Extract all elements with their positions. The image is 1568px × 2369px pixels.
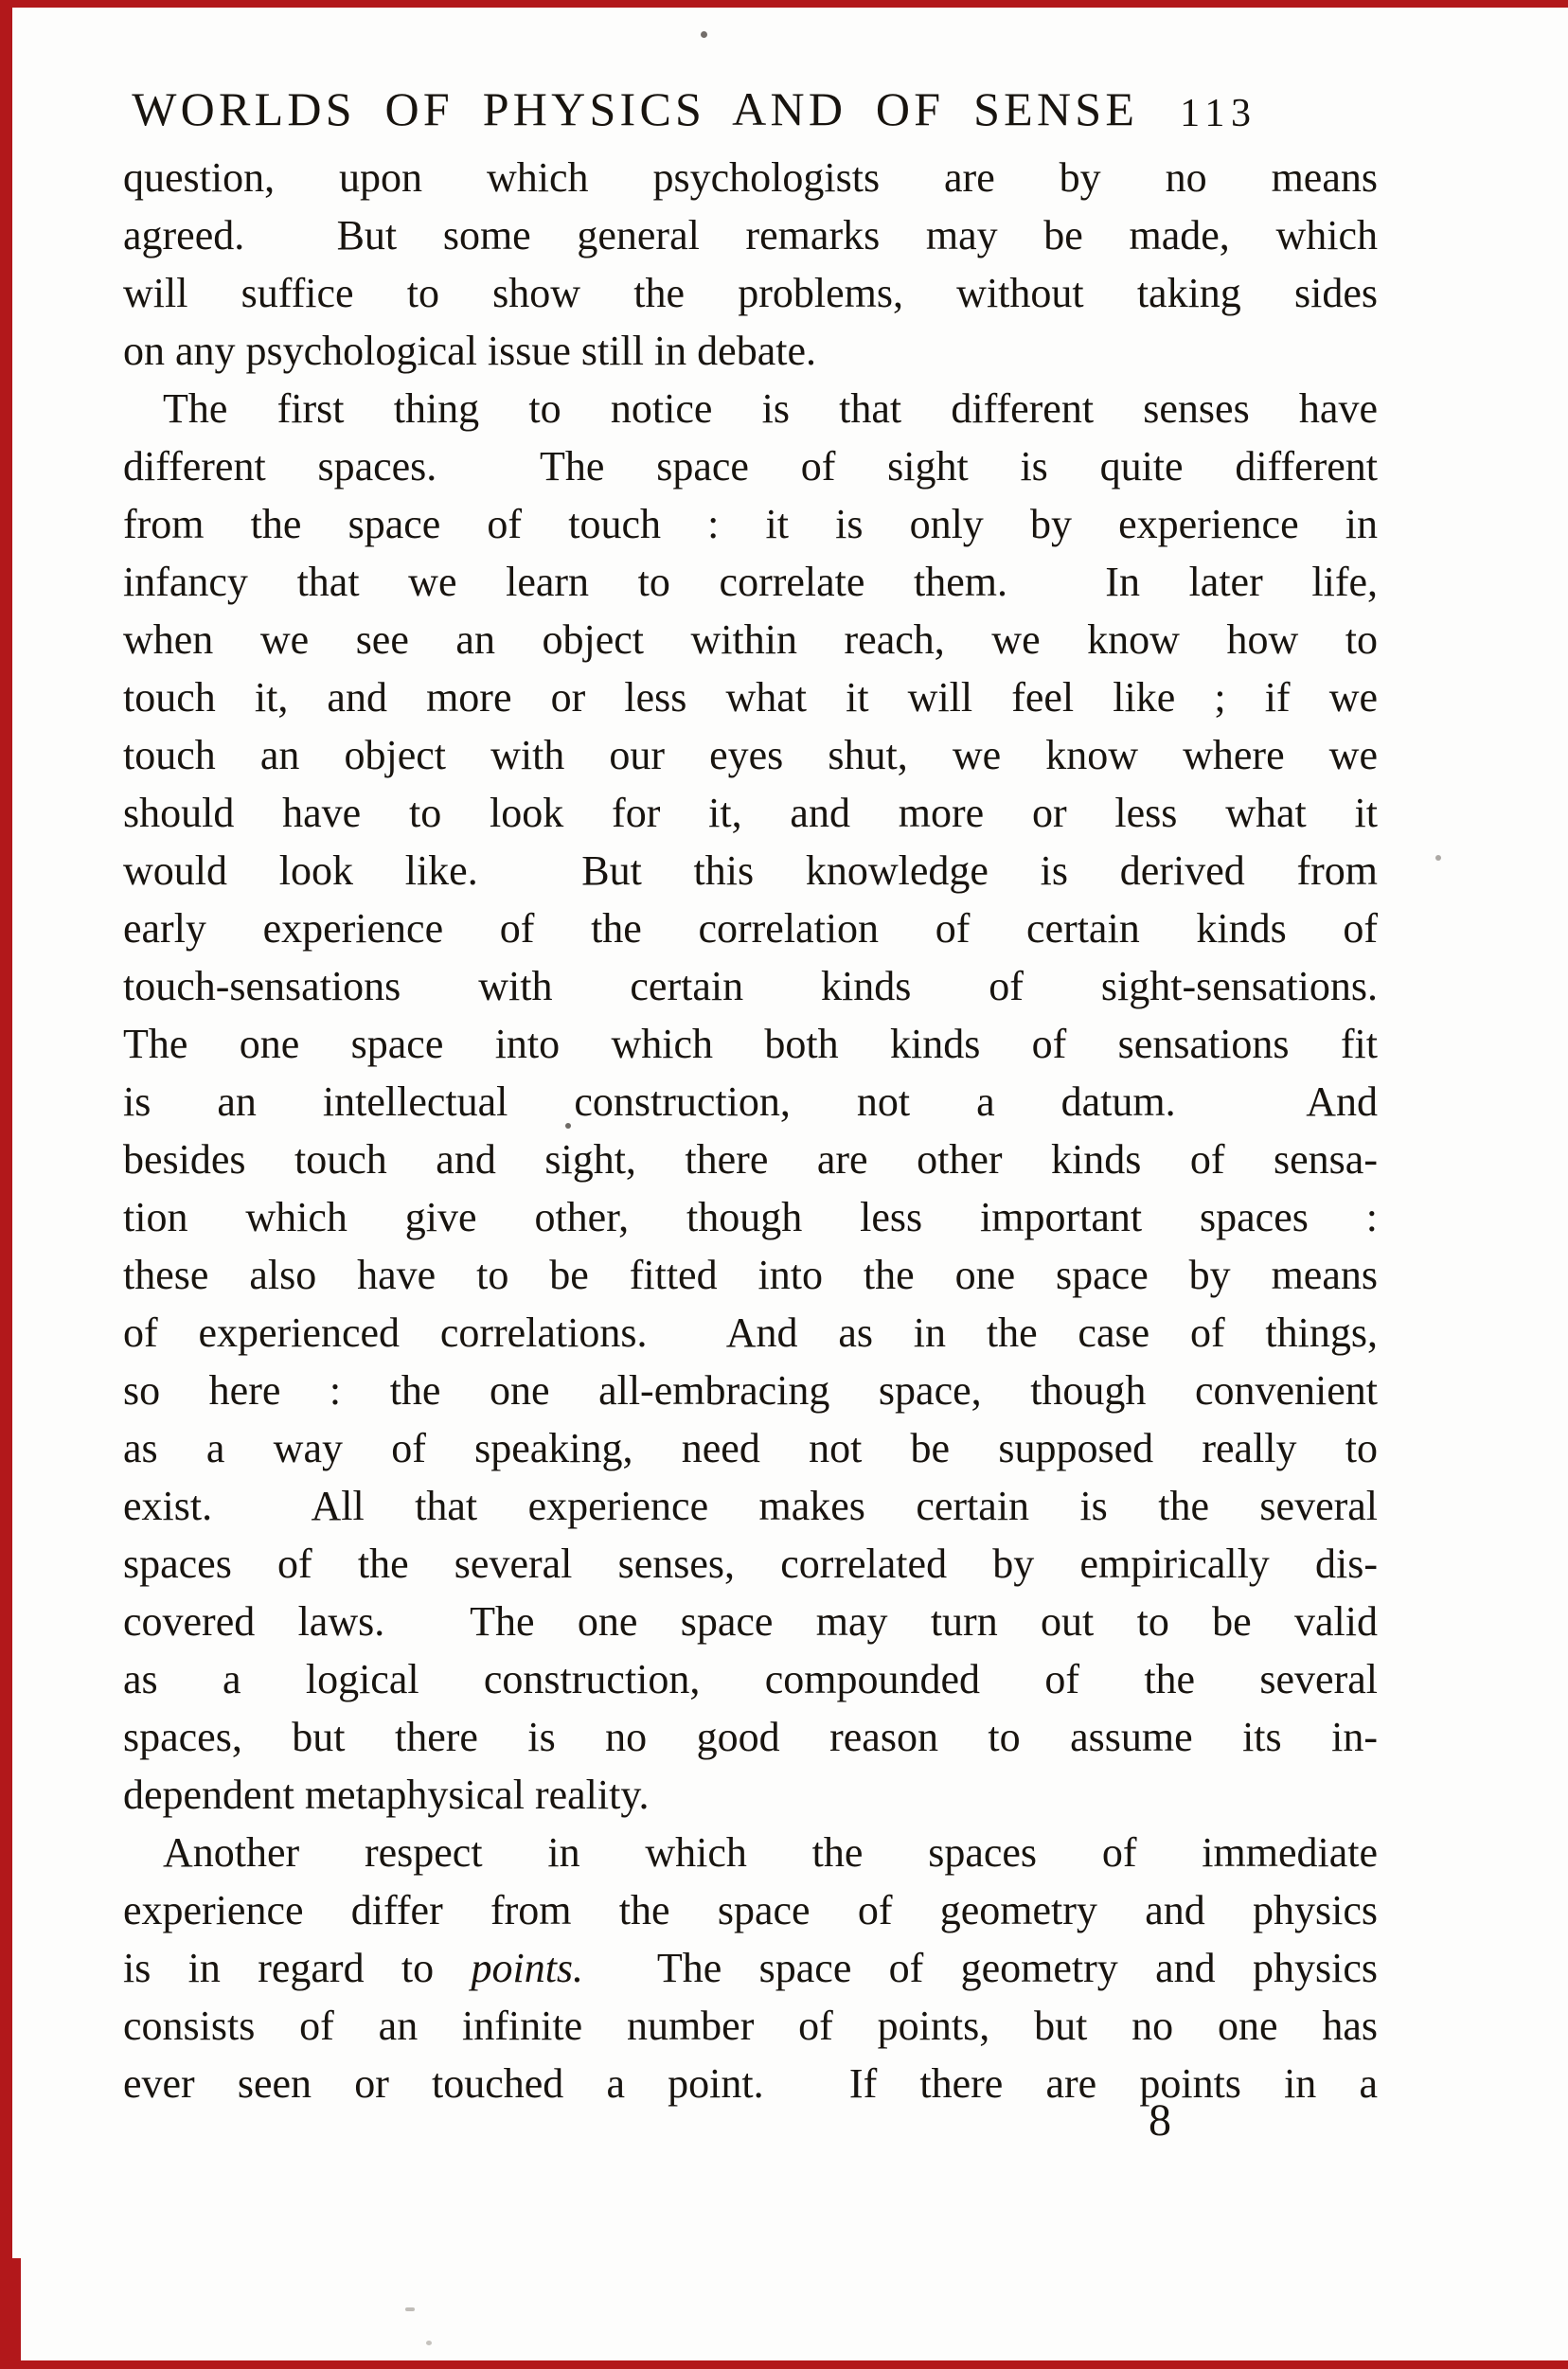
text-line: would look like. But this knowledge is derived from [123, 847, 1378, 894]
text-line: from the space of touch : it is only by experience in [123, 501, 1378, 547]
text-line: spaces of the several senses, correlated by empirically dis- [123, 1541, 1378, 1587]
scan-edge-bottom [0, 2360, 1568, 2369]
text-line: touch it, and more or less what it will feel like ; if we [123, 674, 1378, 721]
text-line: ever seen or touched a point. If there are points in a [123, 2060, 1378, 2107]
text-line: tion which give other, though less important spaces : [123, 1194, 1378, 1240]
text-line: The one space into which both kinds of sensations fit [123, 1021, 1378, 1067]
text-line: will suffice to show the problems, without taking sides [123, 270, 1378, 316]
text-line: these also have to be fitted into the one space by means [123, 1252, 1378, 1298]
text-line: exist. All that experience makes certain is the several [123, 1483, 1378, 1529]
text-line: The first thing to notice is that different senses have [163, 385, 1378, 432]
running-header [123, 81, 1378, 136]
text-line: touch-sensations with certain kinds of sight-sensations. [123, 963, 1378, 1009]
text-line: on any psychological issue still in debate. [123, 328, 816, 374]
italic-word-points: points. [471, 1945, 584, 1991]
scan-speck [701, 31, 707, 38]
running-header-title: WORLDS OF PHYSICS AND OF SENSE [132, 82, 1139, 135]
text-line: consists of an infinite number of points, but no one has [123, 2003, 1378, 2049]
text-segment: is in regard to [123, 1945, 472, 1991]
text-line: should have to look for it, and more or less what it [123, 790, 1378, 836]
text-line: covered laws. The one space may turn out to be valid [123, 1598, 1378, 1645]
text-line: as a logical construction, compounded of the several [123, 1656, 1378, 1702]
text-line: so here : the one all-embracing space, though convenient [123, 1367, 1378, 1414]
scan-speck [1435, 855, 1441, 861]
header-page-number: 113 [1180, 92, 1257, 135]
scan-speck [405, 2307, 415, 2311]
text-line: different spaces. The space of sight is quite different [123, 443, 1378, 490]
text-line: as a way of speaking, need not be supposed really to [123, 1425, 1378, 1471]
text-line: early experience of the correlation of certain kinds of [123, 905, 1378, 952]
text-line: agreed. But some general remarks may be made, which [123, 212, 1378, 258]
text-line: question, upon which psychologists are by no means [123, 154, 1378, 201]
page-body-text [123, 149, 1378, 2112]
text-line: is an intellectual construction, not a datum. And [123, 1078, 1378, 1125]
text-line: spaces, but there is no good reason to assume its in- [123, 1714, 1378, 1760]
text-line: infancy that we learn to correlate them. In later life, [123, 559, 1378, 605]
paragraph [123, 1824, 1378, 2112]
scan-edge-top [0, 0, 1568, 8]
scan-edge-bottom-corner [0, 2258, 21, 2369]
text-line: when we see an object within reach, we know how to [123, 616, 1378, 663]
text-line: dependent metaphysical reality. [123, 1772, 650, 1818]
text-line: touch an object with our eyes shut, we know where we [123, 732, 1378, 778]
footer-page-number: 8 [1149, 2095, 1171, 2146]
paragraph [123, 149, 1378, 380]
text-line: besides touch and sight, there are other kinds of sensa- [123, 1136, 1378, 1183]
text-line: Another respect in which the spaces of immediate [163, 1829, 1378, 1876]
scan-edge-left [0, 0, 12, 2369]
scan-speck [426, 2341, 432, 2345]
paragraph [123, 380, 1378, 1824]
text-line: of experienced correlations. And as in the case of things, [123, 1309, 1378, 1356]
text-line [123, 1939, 1378, 1997]
text-segment: The space of geometry and physics [583, 1945, 1378, 1991]
text-line: experience differ from the space of geometry and physics [123, 1887, 1378, 1933]
